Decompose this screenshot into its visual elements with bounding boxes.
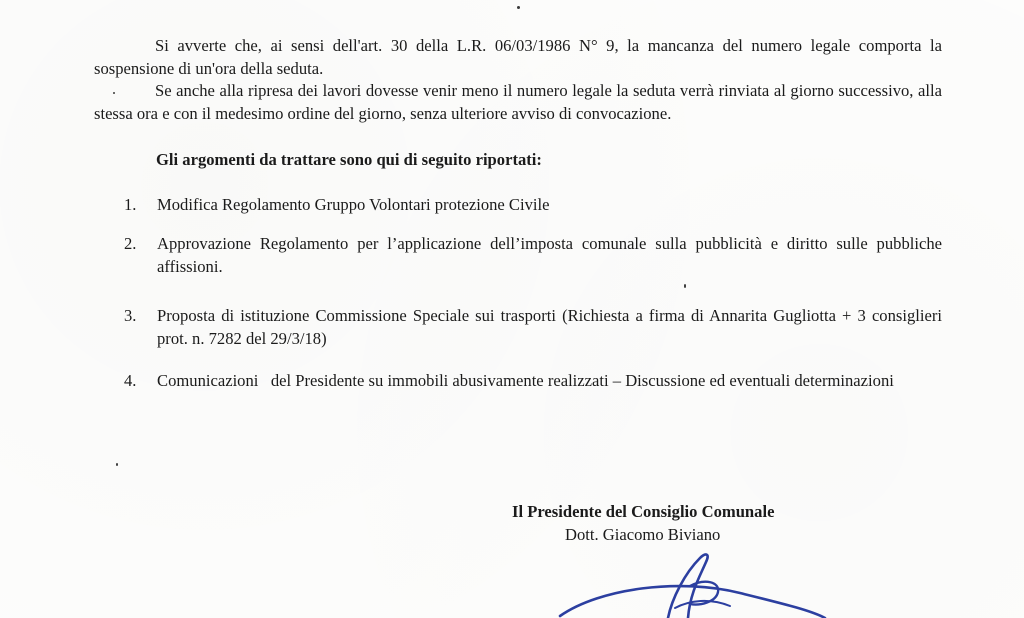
agenda-item-text: Approvazione Regolamento per l’applicazione dell’imposta comunale sulla pubblicità e diritto sulle pubbliche affissioni. <box>157 234 942 276</box>
scan-speck <box>684 284 686 288</box>
agenda-item <box>124 233 942 278</box>
agenda-item <box>124 194 942 217</box>
scan-speck <box>116 463 118 466</box>
agenda-item-text: Modifica Regolamento Gruppo Volontari protezione Civile <box>157 195 550 214</box>
notice-paragraph-postponement: Se anche alla ripresa dei lavori dovesse venir meno il numero legale la seduta verrà rinviata al giorno successivo, alla stessa ora e con il medesimo ordine del giorno, senza ulteriore avviso di convocazione. <box>94 81 942 123</box>
signature-block <box>512 500 822 546</box>
agenda-item-text: Comunicazioni del Presidente su immobili abusivamente realizzati – Discussione ed eventuali determinazioni <box>157 371 894 390</box>
scan-speck <box>517 6 520 9</box>
handwritten-signature <box>540 548 830 618</box>
agenda-item <box>124 370 942 393</box>
agenda-heading: Gli argomenti da trattare sono qui di seguito riportati: <box>156 150 542 169</box>
agenda-item <box>124 305 942 350</box>
agenda-item-text: Proposta di istituzione Commissione Speciale sui trasporti (Richiesta a firma di Annarita Gugliotta + 3 consiglieri prot. n. 7282 del 29/3/18) <box>157 306 942 348</box>
agenda-item-number: 4. <box>124 371 137 390</box>
agenda-item-number: 2. <box>124 234 137 253</box>
agenda-item-number: 3. <box>124 306 137 325</box>
notice-paragraph-quorum: Si avverte che, ai sensi dell'art. 30 della L.R. 06/03/1986 N° 9, la mancanza del numero legale comporta la sospensione di un'ora della seduta. <box>94 36 942 78</box>
signatory-name: Dott. Giacomo Biviano <box>565 525 721 544</box>
agenda-item-number: 1. <box>124 195 137 214</box>
signatory-title: Il Presidente del Consiglio Comunale <box>512 502 775 521</box>
